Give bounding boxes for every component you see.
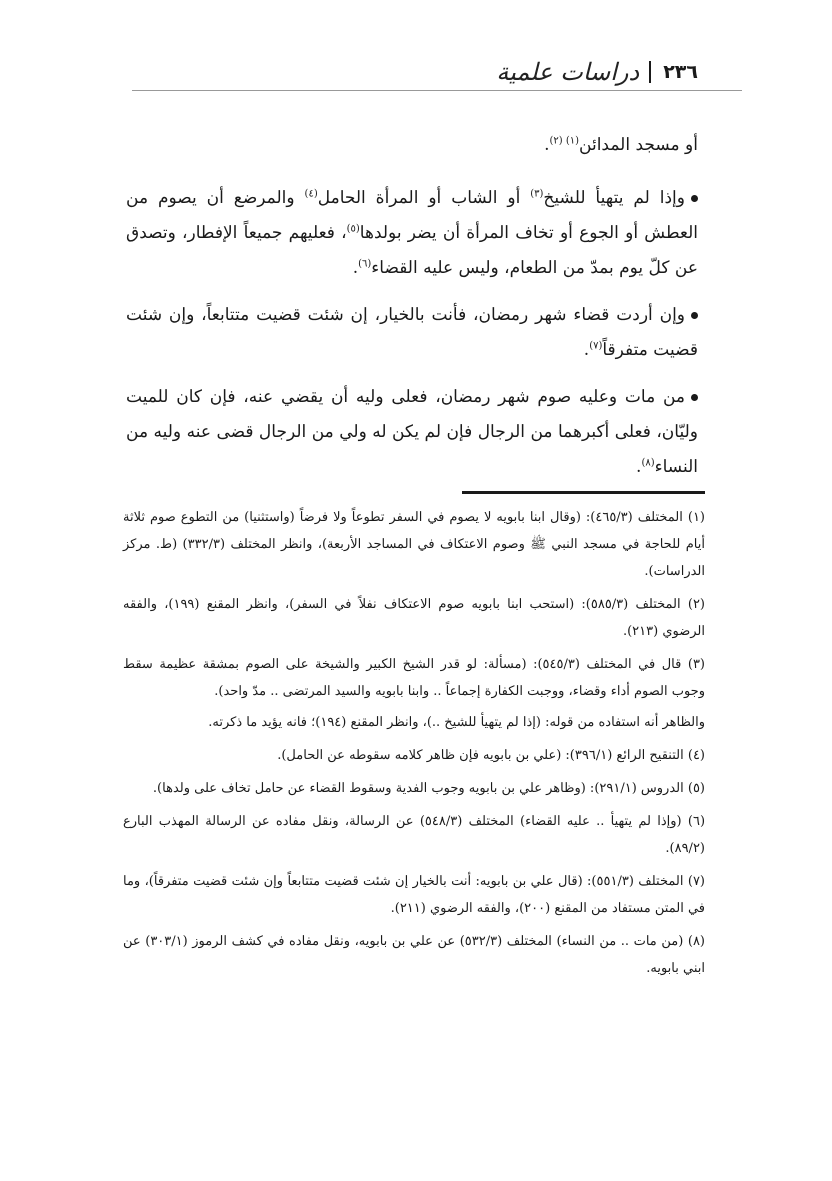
footnote-7: (٧) المختلف (٥٥١/٣): (قال علي بن بابويه: أنت بالخيار إن شئت قضيت متتابعاً وإن شئت قضيت متفرقاً)، وما في المتن مستفاد من المقنع (٢٠٠)، والفقه الرضوي (٢١١). — [123, 874, 705, 916]
footnote-3: (٣) قال في المختلف (٥٤٥/٣): (مسألة: لو قدر الشيخ الكبير والشيخة على الصوم بمشقة عظيمة سقط وجوب الصوم أداء وقضاء، ووجبت الكفارة إجماعاً .. وابنا بابويه والسيد المرتضى .. مدّ واحد). — [123, 657, 705, 699]
footnote-6: (٦) (وإذا لم يتهيأ .. عليه القضاء) المختلف (٥٤٨/٣) عن الرسالة، ونقل مفاده عن الرسالة المهذب البارع (٨٩/٢). — [123, 814, 706, 856]
journal-title: دراسات علمية — [496, 58, 640, 86]
bullet-icon — [691, 195, 698, 202]
footnote-separator — [462, 491, 705, 494]
header-separator — [649, 61, 651, 83]
bullet-icon — [691, 394, 698, 401]
footnote-ref: (٧) — [589, 340, 603, 352]
main-text — [126, 128, 698, 497]
paragraph-2: وإذا لم يتهيأ للشيخ$^{(٣)}$ أو الشاب أو المرأة الحامل$^{(٤)}$ والمرضع أن يصوم من العطش أو الجوع أو تخاف المرأة أن يضر بولدها$^{(٥)}$، فعليهم جميعاً الإفطار، وتصدق عن كلّ يوم بمدّ من الطعام، وليس عليه القضاء$^{(٦)}$. — [126, 188, 698, 278]
footnote-ref: (٦) — [358, 258, 372, 270]
footnote-ref: (٥) — [346, 223, 360, 235]
paragraph-4: من مات وعليه صوم شهر رمضان، فعلى وليه أن يقضي عنه، فإن كان للميت وليّان، فعلى أكبرهما من الرجال فإن لم يكن له ولي من الرجال قضى عنه وليه من النساء$^{(٨)}$. — [126, 387, 698, 477]
footnote-2: (٢) المختلف (٥٨٥/٣): (استحب ابنا بابويه صوم الاعتكاف نفلاً في السفر)، وانظر المقنع (١٩٩)، والفقه الرضوي (٢١٣). — [123, 597, 705, 639]
paragraph-3: وإن أردت قضاء شهر رمضان، فأنت بالخيار، إن شئت قضيت متتابعاً، وإن شئت قضيت متفرقاً$^{(٧)}$. — [126, 305, 698, 360]
footnote-ref: (٨) — [641, 457, 655, 469]
footnote-1: (١) المختلف (٤٦٥/٣): (وقال ابنا بابويه لا يصوم في السفر تطوعاً ولا فرضاً (واستثنيا) من التطوع صوم ثلاثة أيام للحاجة في مسجد النبي ﷺ وصوم الاعتكاف في المساجد الأربعة)، وانظر المختلف (٣٣٢/٣) (ط. مركز الدراسات). — [123, 510, 705, 579]
page-header — [134, 52, 698, 92]
footnote-5: (٥) الدروس (٢٩١/١): (وظاهر علي بن بابويه وجوب الفدية وسقوط القضاء عن حامل تخاف على ولدها). — [152, 781, 705, 796]
footnote-ref: (٣) — [530, 188, 544, 200]
header-rule — [132, 90, 742, 91]
footnote-ref: (٤) — [304, 188, 318, 200]
bullet-icon — [691, 312, 698, 319]
page-number: ٢٣٦ — [663, 61, 698, 83]
footnote-8: (٨) (من مات .. من النساء) المختلف (٥٣٢/٣) عن علي بن بابويه، ونقل مفاده في كشف الرموز (٣٠٣/١) عن ابني بابويه. — [123, 934, 705, 976]
footnote-4: (٤) التنقيح الرائع (٣٩٦/١): (علي بن بابويه فإن ظاهر كلامه سقوطه عن الحامل). — [277, 748, 705, 763]
paragraph-1: أو مسجد المدائن$^{(١) (٢)}$. — [544, 135, 698, 155]
footnote-ref: (١) (٢) — [549, 135, 580, 147]
footnote-3-continuation: والظاهر أنه استفاده من قوله: (إذا لم يتهيأ للشيخ ..)، وانظر المقنع (١٩٤)؛ فانه يؤيد ما ذكرته. — [208, 715, 705, 730]
footnotes — [123, 504, 705, 988]
